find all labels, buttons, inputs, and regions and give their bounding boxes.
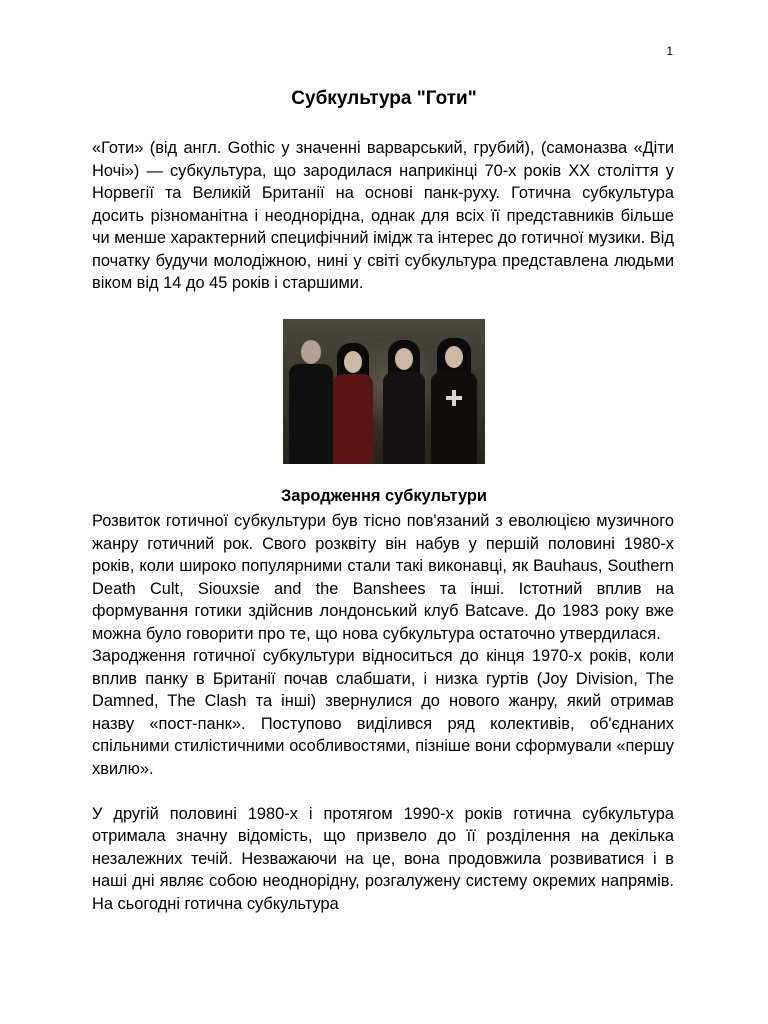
photo-person-4-body bbox=[431, 372, 477, 464]
section-paragraph-1: Розвиток готичної субкультури був тісно пов'язаний з еволюцією музичного жанру готичний рок. Свого розквіту він набув у першій половині 1980-х років, коли широко популярними стали такі виконавці, як Bauhaus, Southern Death Cult, Siouxsie and the Banshees та інші. Істотний вплив на формування готики здійснив лондонський клуб Batcave. До 1983 року вже можна було говорити про те, що нова субкультура остаточно утвердилася. bbox=[92, 512, 674, 643]
intro-section bbox=[92, 137, 674, 295]
photo-person-4 bbox=[427, 334, 481, 464]
photo-person-2-head bbox=[344, 351, 362, 373]
photo-person-1 bbox=[287, 334, 335, 464]
photo-person-3-body bbox=[383, 372, 425, 464]
paragraph-spacer bbox=[92, 780, 674, 803]
cross-emblem-icon bbox=[446, 390, 462, 406]
photo-person-1-head bbox=[301, 340, 321, 364]
photo-person-3-head bbox=[395, 348, 413, 370]
photo-person-3 bbox=[379, 338, 429, 464]
section-paragraph-3: У другій половині 1980-х і протягом 1990-х років готична субкультура отримала значну відомість, що призвело до її розділення на декілька незалежних течій. Незважаючи на це, вона продовжила розвиватися і в наші дні являє собою неоднорідну, розгалужену систему окремих напрямів. На сьогодні готична субкультура bbox=[92, 804, 674, 913]
photo-person-2 bbox=[329, 339, 377, 464]
section-heading: Зародження субкультури bbox=[281, 487, 487, 505]
intro-paragraph: «Готи» (від англ. Gothic у значенні варварський, грубий), (самоназва «Діти Ночі») — субкультура, що зародилася наприкінці 70-х років XX століття у Норвегії та Великій Британії на основі панк-руху. Готична субкультура досить різноманітна і неоднорідна, однак для всіх її представників більше чи менше характерний специфічний імідж та інтерес до готичної музики. Від початку будучи молодіжною, нині у світі субкультура представлена людьми віком від 14 до 45 років і старшими. bbox=[92, 139, 674, 292]
section-paragraph-2: Зародження готичної субкультури відноситься до кінця 1970-х років, коли вплив панку в Британії почав слабшати, і низка гуртів (Joy Division, The Damned, The Clash та інші) звернулися до нового жанру, який отримав назву «пост-панк». Поступово виділився ряд колективів, об'єднаних спільними стилістичними особливостями, пізніше вони сформували «першу хвилю». bbox=[92, 647, 674, 778]
photo-person-1-body bbox=[289, 364, 333, 464]
band-photo bbox=[283, 319, 485, 464]
section-body bbox=[92, 510, 674, 915]
page-number: 1 bbox=[666, 44, 673, 58]
document-title: Субкультура "Готи" bbox=[291, 88, 477, 109]
photo-person-2-body bbox=[333, 374, 373, 464]
photo-person-4-head bbox=[445, 346, 463, 368]
